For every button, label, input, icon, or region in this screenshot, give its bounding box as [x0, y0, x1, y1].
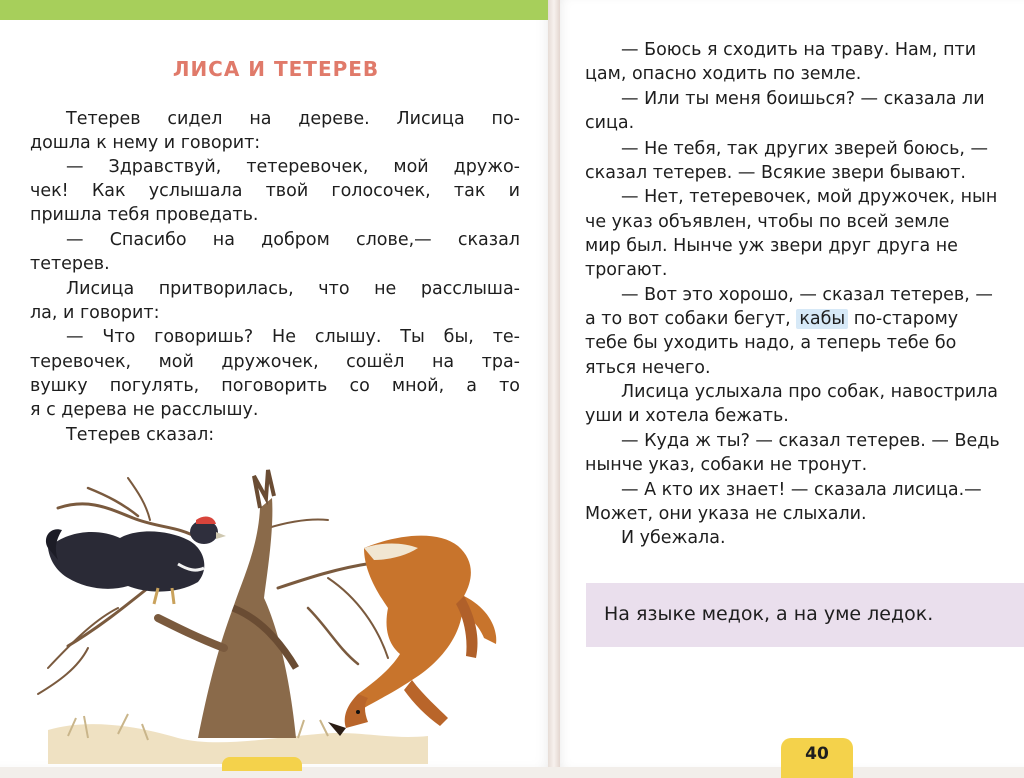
- story-line: тетерев.: [30, 254, 110, 274]
- tree-trunk: [158, 470, 296, 738]
- story-line: И убежала.: [621, 528, 726, 548]
- story-line: — Нет, тетеревочек, мой дружочек, нын: [621, 187, 998, 207]
- black-grouse: [46, 517, 226, 604]
- story-line: сказал тетерев. — Всякие звери бывают.: [585, 163, 966, 183]
- story-line: Лисица притворилась, что не расслыша-: [66, 279, 520, 299]
- story-line: дошла к нему и говорит:: [30, 133, 261, 153]
- top-color-bar: [0, 0, 552, 20]
- story-line: — Боюсь я сходить на траву. Нам, пти: [621, 40, 977, 60]
- story-line: уши и хотела бежать.: [585, 406, 789, 426]
- story-line: трогают.: [585, 260, 668, 280]
- story-line: — Спасибо на добром слове,— сказал: [66, 230, 520, 250]
- proverb-text: На языке медок, а на уме ледок.: [604, 603, 934, 625]
- story-line: я с дерева не расслышу.: [30, 400, 259, 420]
- story-line: цам, опасно ходить по земле.: [585, 64, 862, 84]
- story-line: — Здравствуй, тетеревочек, мой дружо-: [66, 157, 520, 177]
- left-page-number-tab: [222, 757, 302, 771]
- line-text-before: а то вот собаки бегут,: [585, 309, 797, 329]
- story-line: Может, они указа не слыхали.: [585, 504, 867, 524]
- highlighted-word: кабы: [796, 309, 848, 329]
- story-line: теревочек, мой дружочек, сошёл на тра-: [30, 352, 520, 372]
- story-line: Лисица услыхала про собак, навострила: [621, 382, 999, 402]
- story-line: — Что говоришь? Не слышу. Ты бы, те-: [66, 327, 520, 347]
- line-text-after: по-старому: [848, 309, 959, 329]
- story-line: — Вот это хорошо, — сказал тетерев, —: [621, 285, 993, 305]
- story-line: — А кто их знает! — сказала лисица.—: [621, 480, 982, 500]
- story-line: — Или ты меня боишься? — сказала ли: [621, 89, 985, 109]
- story-line: яться нечего.: [585, 358, 711, 378]
- story-line: — Не тебя, так других зверей боюсь, —: [621, 139, 989, 159]
- story-line: Тетерев сказал:: [66, 425, 215, 445]
- story-line: сица.: [585, 113, 635, 133]
- story-line: — Куда ж ты? — сказал тетерев. — Ведь: [621, 431, 1000, 451]
- fox-and-grouse-illustration: [28, 468, 528, 764]
- story-line: тебе бы уходить надо, а теперь тебе бо: [585, 333, 957, 353]
- page-number: 40: [805, 744, 829, 764]
- story-line: вушку погулять, поговорить со мной, а то: [30, 376, 520, 396]
- story-title: ЛИСА И ТЕТЕРЕВ: [172, 57, 380, 81]
- story-line: че указ объявлен, чтобы по всей земле: [585, 212, 950, 232]
- story-line: нынче указ, собаки не тронут.: [585, 455, 868, 475]
- story-line: пришла тебя проведать.: [30, 205, 259, 225]
- story-line: ла, и говорит:: [30, 303, 160, 323]
- story-line: Тетерев сидел на дереве. Лисица по-: [66, 109, 520, 129]
- book-gutter: [548, 0, 560, 767]
- story-line: чек! Как услышала твой голосочек, так и: [30, 181, 520, 201]
- story-line: мир был. Нынче уж звери друг друга не: [585, 236, 958, 256]
- story-line-with-highlight: [585, 307, 958, 331]
